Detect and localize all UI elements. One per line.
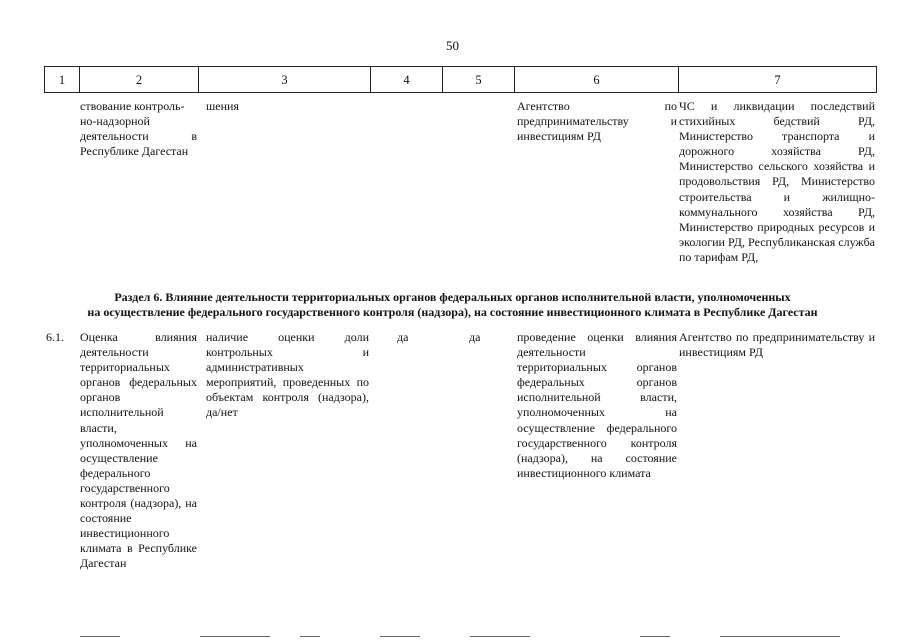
continued-row-col6: Агентство по предпринимательству и инвестициям РД <box>517 99 677 144</box>
section-title-line-1: Раздел 6. Влияние деятельности территориальных органов федеральных органов исполнительной власти, уполномоченных <box>114 290 791 304</box>
scan-edge-mark <box>720 636 840 637</box>
scan-edge-mark <box>200 636 270 637</box>
scan-edge-mark <box>300 636 320 637</box>
header-col-4: 4 <box>403 73 410 87</box>
continued-row-col2: ствование контроль- но-надзорной деятельности в Республике Дагестан <box>80 99 197 159</box>
section-title-line-2: на осуществление федерального государственного контроля (надзора), на состояние инвестиционного климата в Республике Дагестан <box>87 305 818 319</box>
header-col-1: 1 <box>58 73 66 87</box>
scan-edge-mark <box>80 636 120 637</box>
header-top-border <box>44 66 877 67</box>
continued-row-col7: ЧС и ликвидации последствий стихийных бедствий РД, Министерство транспорта и дорожного хозяйства РД, Министерство сельского хозяйства и продовольствия РД, Министерство строительства и жилищно-коммунального хозяйства РД, Министерство природных ресурсов и экологии РД, Республиканская служба по тарифам РД, <box>679 99 875 264</box>
scan-edge-mark <box>470 636 530 637</box>
header-col-7: 7 <box>774 73 781 87</box>
header-col-3: 3 <box>281 73 288 87</box>
row-6-1-col5: да <box>469 330 481 344</box>
scan-edge-mark <box>640 636 670 637</box>
row-6-1-number: 6.1. <box>46 330 64 344</box>
continued-row-col3: шения <box>206 99 239 113</box>
row-6-1-col7: Агентство по предпринимательству и инвестициям РД <box>679 330 875 360</box>
row-6-1-col4: да <box>397 330 409 344</box>
row-6-1-col6: проведение оценки влияния деятельности территориальных органов федеральных органов исполнительной власти, уполномоченных на осуществление федерального государственного контроля (надзора), на состояние инвестиционного климата <box>517 330 677 480</box>
header-col-2: 2 <box>135 73 143 87</box>
page-number: 50 <box>446 38 459 53</box>
row-6-1-col3: наличие оценки доли контрольных и административных мероприятий, проведенных по объектам контроля (надзора), да/нет <box>206 330 369 420</box>
header-bottom-border <box>44 92 877 93</box>
scan-edge-mark <box>380 636 420 637</box>
header-col-5: 5 <box>475 73 482 87</box>
row-6-1-col2: Оценка влияния деятельности территориальных органов федеральных органов исполнительной власти, уполномоченных на осуществление федерального государственного контроля (надзора), на состояние инвестиционного климата в Республике Дагестан <box>80 330 197 571</box>
header-col-6: 6 <box>593 73 600 87</box>
